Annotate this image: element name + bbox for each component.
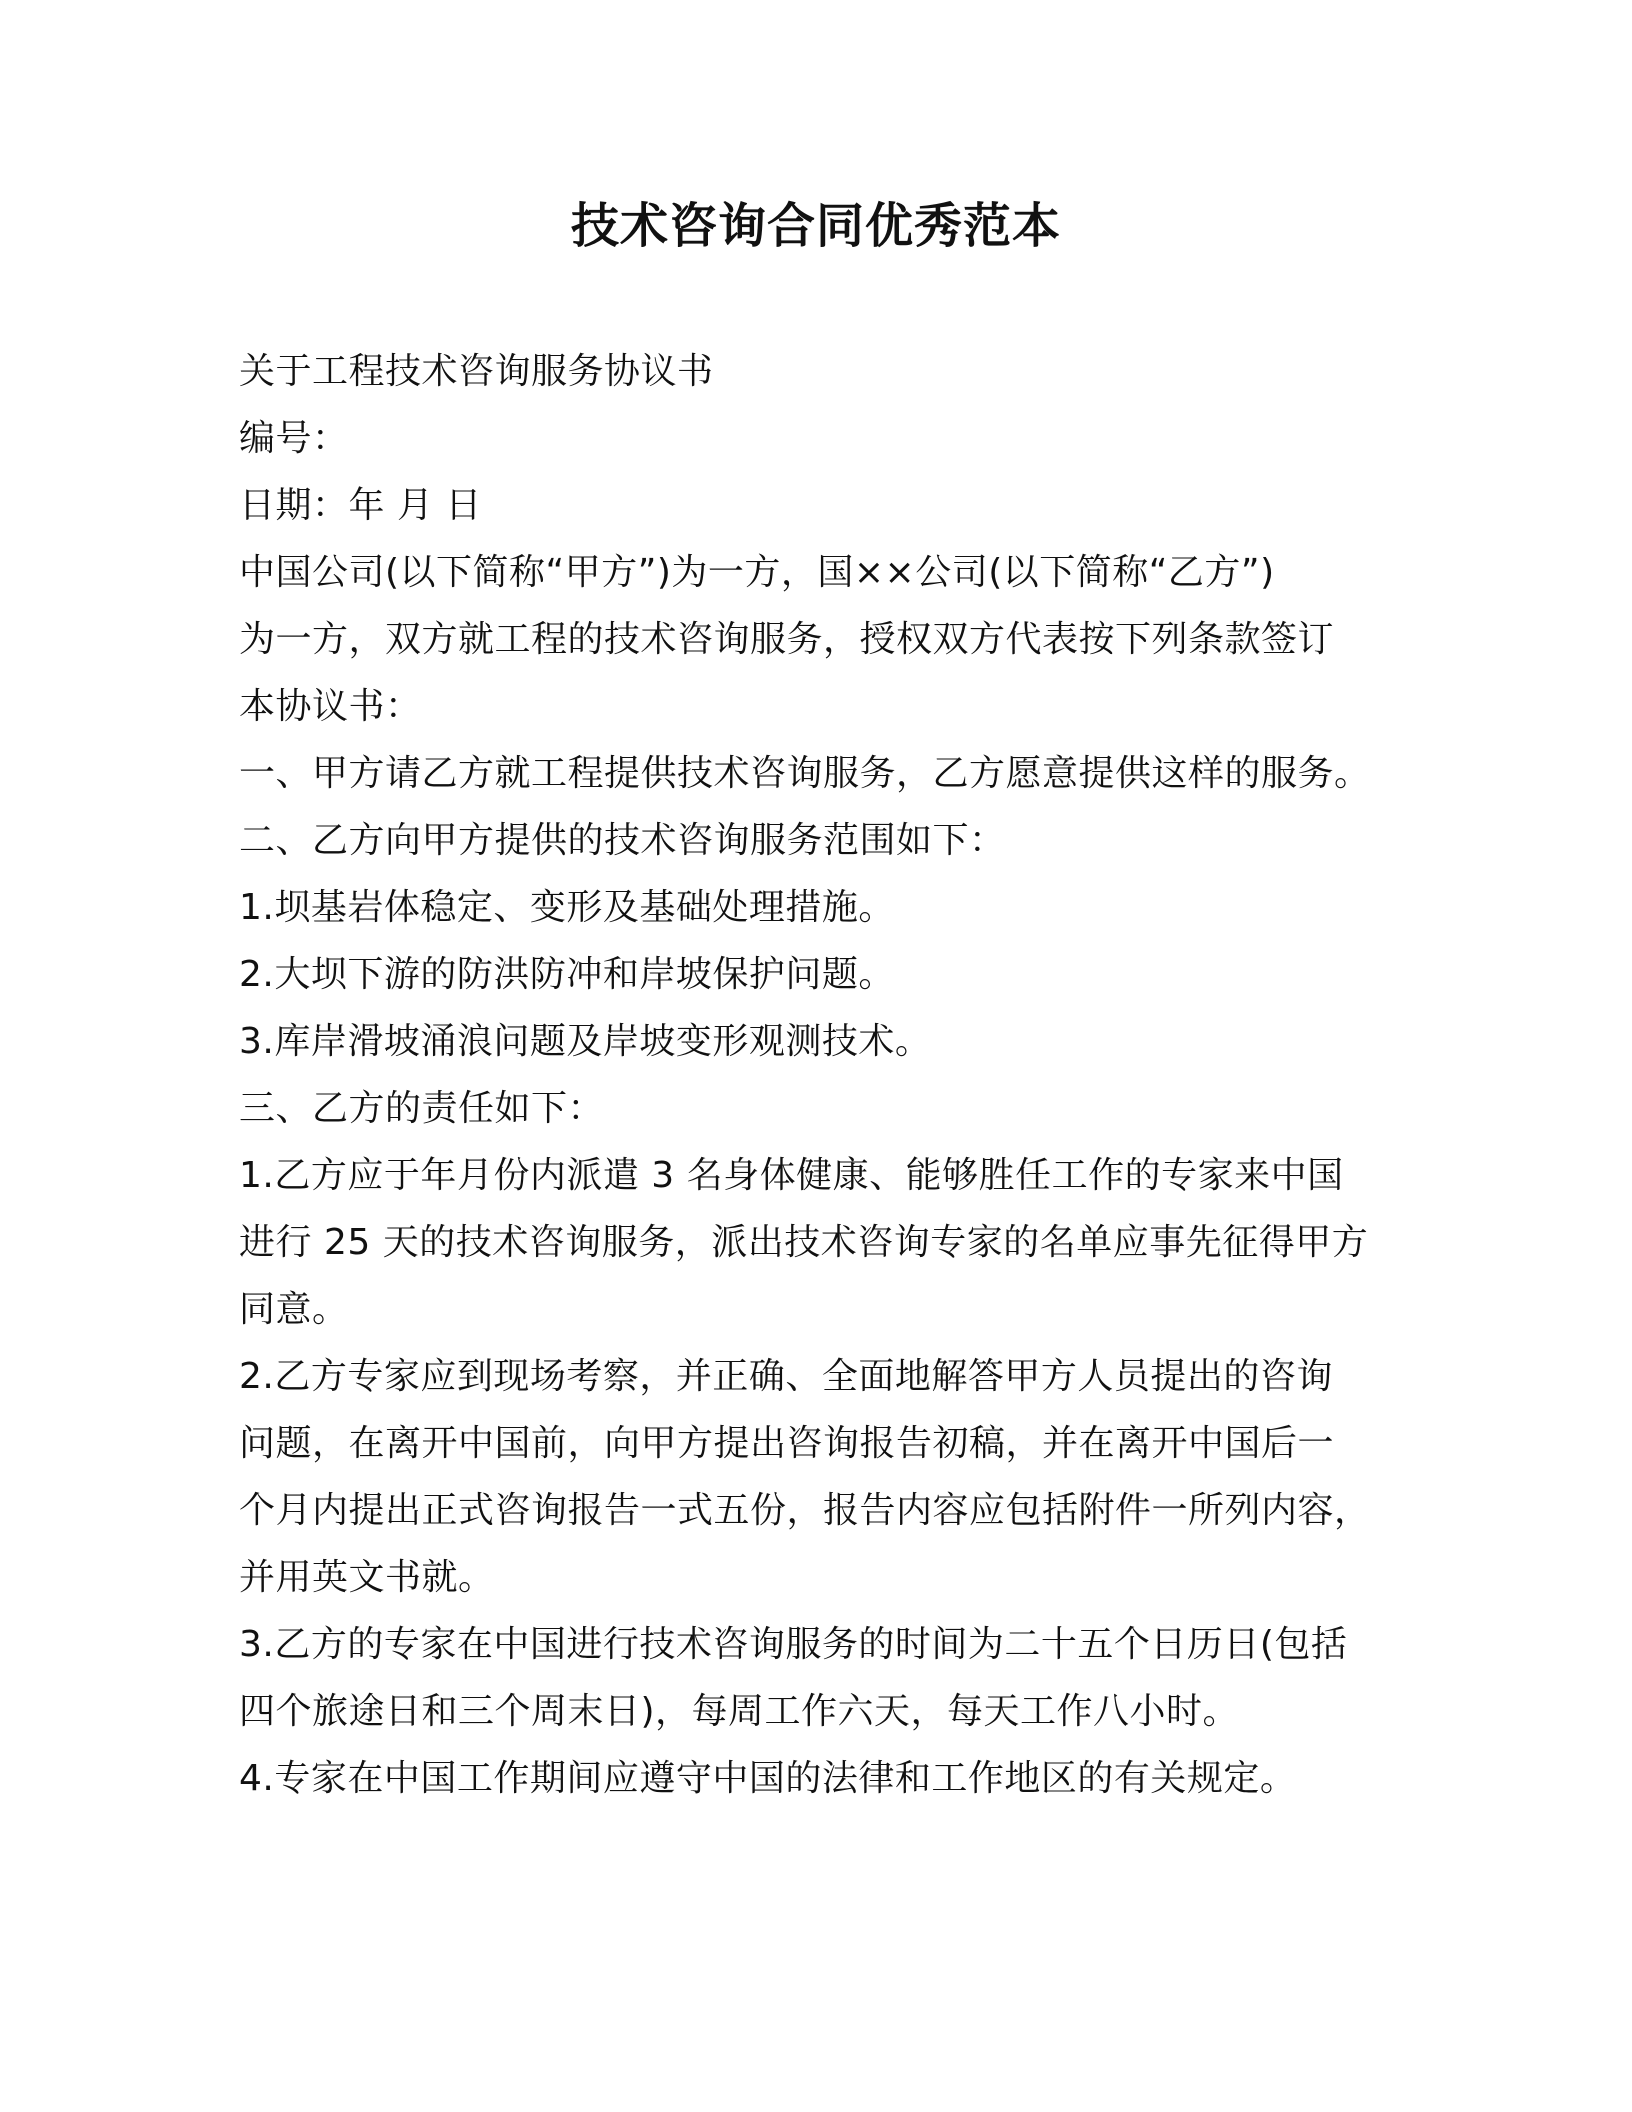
number-line: 编号： [239,418,349,459]
paragraph-line: 并用英文书就。 [239,1557,495,1598]
paragraph-line: 中国公司(以下简称“甲方”)为一方，国××公司(以下简称“乙方”) [239,552,1275,593]
clause-three-heading: 三、乙方的责任如下： [239,1088,605,1129]
paragraph-line: 3.乙方的专家在中国进行技术咨询服务的时间为二十五个日历日(包括 [239,1624,1348,1665]
paragraph-line: 同意。 [239,1289,349,1330]
document-title: 技术咨询合同优秀范本 [570,198,1061,254]
clause-two-heading: 二、乙方向甲方提供的技术咨询服务范围如下： [239,820,1006,861]
clause-two-item: 1.坝基岩体稳定、变形及基础处理措施。 [239,887,895,928]
date-line: 日期：年 月 日 [239,485,482,526]
paragraph-line: 4.专家在中国工作期间应遵守中国的法律和工作地区的有关规定。 [239,1758,1297,1799]
paragraph-line: 四个旅途日和三个周末日)，每周工作六天，每天工作八小时。 [239,1691,1240,1732]
paragraph-line: 个月内提出正式咨询报告一式五份，报告内容应包括附件一所列内容， [239,1490,1371,1531]
clause-one: 一、甲方请乙方就工程提供技术咨询服务，乙方愿意提供这样的服务。 [239,753,1371,794]
paragraph-line: 1.乙方应于年月份内派遣 3 名身体健康、能够胜任工作的专家来中国 [239,1155,1344,1196]
document-body [239,338,1399,1812]
agreement-heading: 关于工程技术咨询服务协议书 [239,351,714,392]
paragraph-line: 本协议书： [239,686,422,727]
clause-two-item: 3.库岸滑坡涌浪问题及岸坡变形观测技术。 [239,1021,932,1062]
paragraph-line: 进行 25 天的技术咨询服务，派出技术咨询专家的名单应事先征得甲方 [239,1222,1369,1263]
clause-two-item: 2.大坝下游的防洪防冲和岸坡保护问题。 [239,954,895,995]
paragraph-line: 问题，在离开中国前，向甲方提出咨询报告初稿，并在离开中国后一 [239,1423,1335,1464]
paragraph-line: 为一方，双方就工程的技术咨询服务，授权双方代表按下列条款签订 [239,619,1335,660]
paragraph-line: 2.乙方专家应到现场考察，并正确、全面地解答甲方人员提出的咨询 [239,1356,1333,1397]
